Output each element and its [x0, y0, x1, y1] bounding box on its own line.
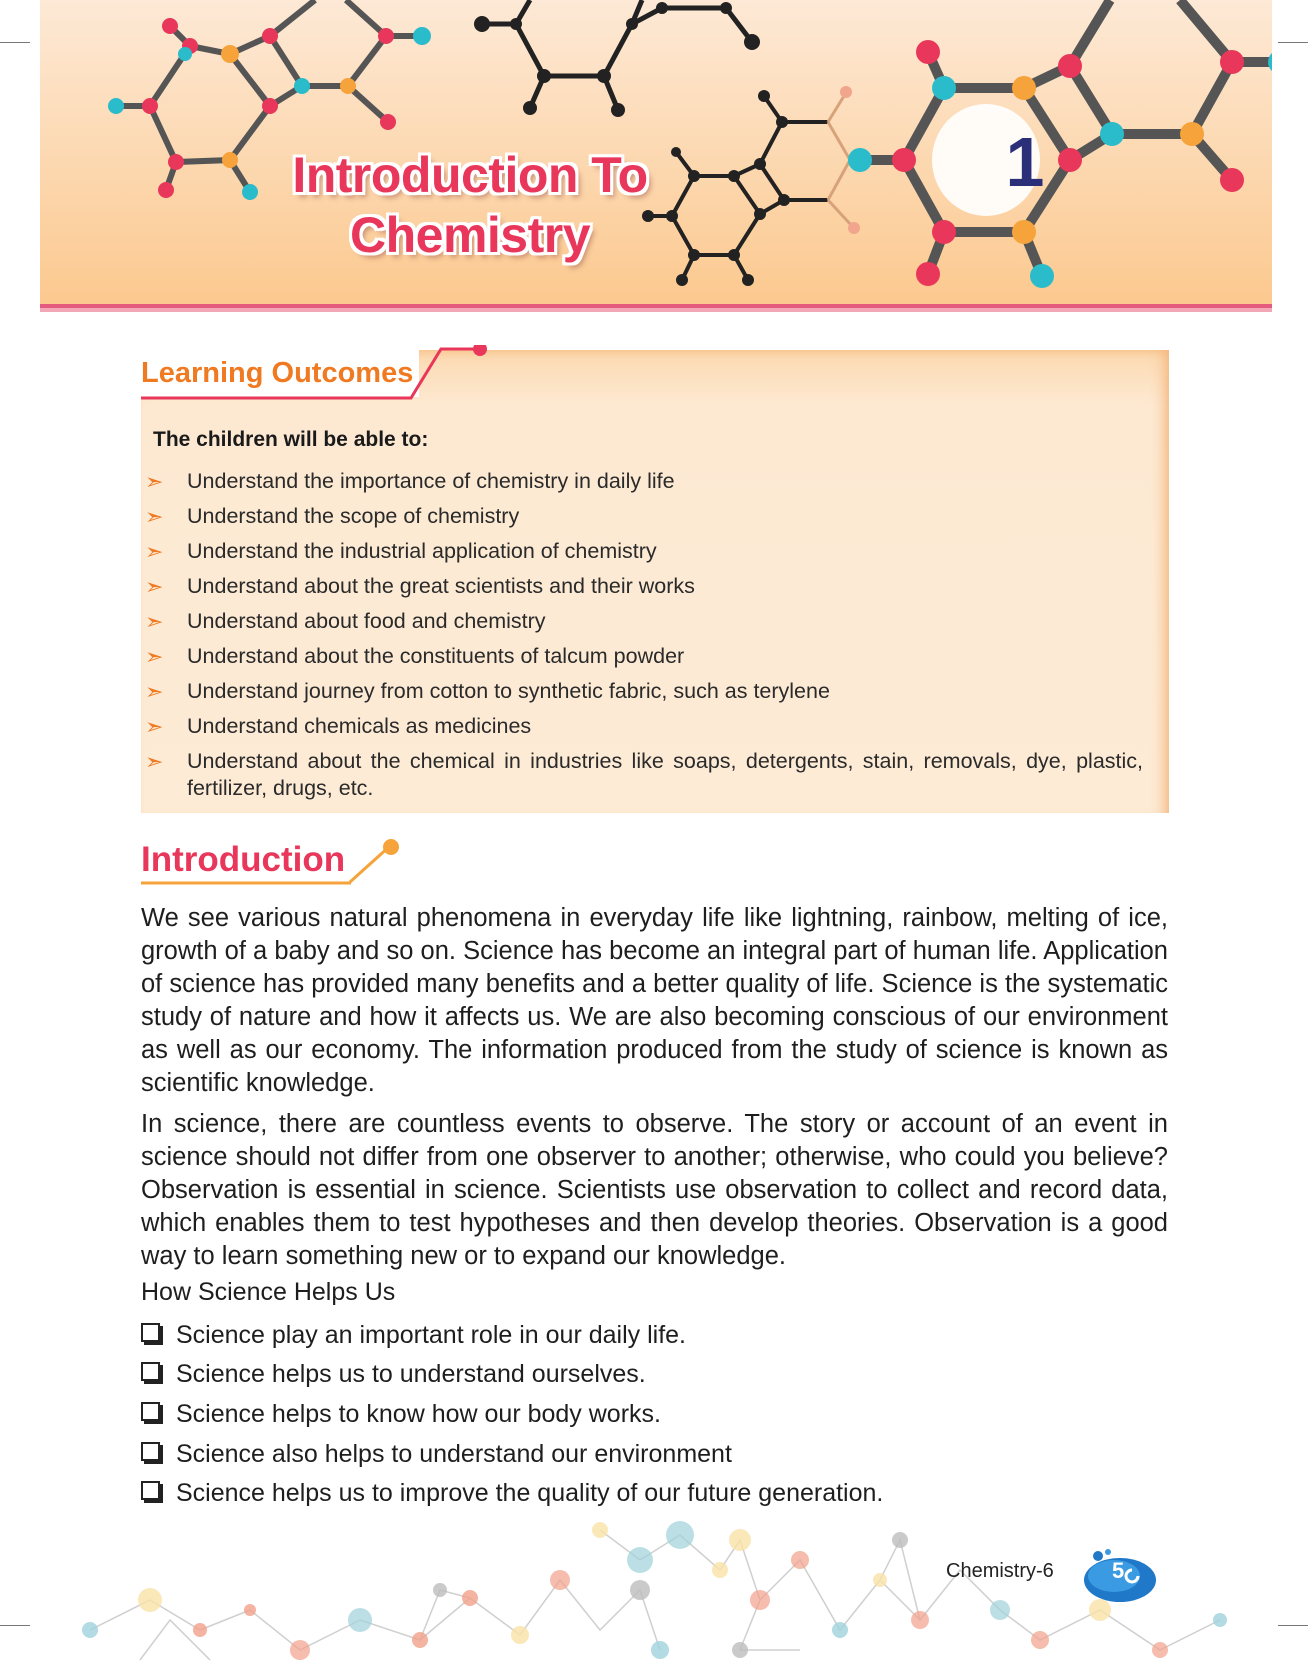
list-item	[141, 1360, 646, 1389]
list-item-text: Understand the importance of chemistry in daily life	[187, 469, 675, 493]
list-item	[141, 1321, 686, 1350]
arrow-bullet-icon: ➣	[145, 714, 164, 739]
footer-atoms	[82, 1521, 1227, 1660]
list-item-text: Understand journey from cotton to synthetic fabric, such as terylene	[187, 679, 830, 703]
list-item-text: Understand chemicals as medicines	[187, 714, 532, 738]
arrow-bullet-icon: ➣	[145, 574, 164, 599]
chapter-number: 1	[1005, 123, 1045, 201]
learning-outcomes-intro: The children will be able to:	[153, 428, 429, 451]
checkbox-bullet-icon	[141, 1442, 160, 1461]
list-item-text: Understand the scope of chemistry	[187, 504, 520, 528]
checkbox-bullet-icon	[141, 1362, 160, 1381]
list-item	[141, 1400, 661, 1429]
checkbox-bullet-icon	[141, 1402, 160, 1421]
chapter-banner	[40, 0, 1272, 304]
banner-divider	[40, 304, 1272, 312]
arrow-bullet-icon: ➣	[145, 504, 164, 529]
arrow-bullet-icon: ➣	[145, 749, 164, 774]
learning-outcomes-title: Learning Outcomes	[141, 357, 414, 389]
list-item	[145, 608, 1145, 635]
chapter-title: Introduction To Chemistry	[292, 147, 648, 263]
heading-underline	[141, 880, 351, 886]
science-helps-title: How Science Helps Us	[141, 1278, 396, 1306]
crop-mark	[0, 1625, 30, 1626]
molecule-top-icon	[482, 0, 752, 110]
introduction-heading: Introduction	[141, 840, 346, 879]
list-item-text: Understand about the great scientists and their works	[187, 574, 695, 598]
list-item-text: Understand about the constituents of talcum powder	[187, 644, 685, 668]
list-item-text: Understand about the chemical in industries like soaps, detergents, stain, removals, dye, plastic, fertilizer, drugs, etc.	[187, 749, 1143, 800]
list-item-text: Understand about food and chemistry	[187, 609, 546, 633]
checkbox-bullet-icon	[141, 1323, 160, 1342]
crop-mark	[1278, 42, 1308, 43]
arrow-bullet-icon: ➣	[145, 469, 164, 494]
checkbox-bullet-icon	[141, 1481, 160, 1500]
list-item	[145, 468, 1145, 495]
heading-accent-icon	[340, 836, 410, 886]
list-item-text: Science helps us to understand ourselves.	[176, 1360, 646, 1388]
arrow-bullet-icon: ➣	[145, 539, 164, 564]
list-item-text: Science helps us to improve the quality of our future generation.	[176, 1479, 884, 1507]
arrow-bullet-icon: ➣	[145, 679, 164, 704]
list-item	[145, 538, 1145, 565]
arrow-bullet-icon: ➣	[145, 609, 164, 634]
learning-outcomes-header	[141, 345, 541, 405]
list-item	[145, 503, 1145, 530]
crop-mark	[0, 42, 30, 43]
crop-mark	[1278, 1625, 1308, 1626]
list-item	[145, 678, 1145, 705]
list-item-text: Science helps to know how our body works.	[176, 1400, 661, 1428]
footer-book-label: Chemistry-6	[946, 1560, 1054, 1582]
list-item	[141, 1440, 732, 1469]
atoms-top	[474, 2, 760, 117]
list-item-text: Science play an important role in our daily life.	[176, 1321, 686, 1349]
intro-paragraph-2: In science, there are countless events to observe. The story or account of an event in science should not differ from one observer to another; otherwise, who could you believe? Observation is essential in science. Scientists use observation to collect and record data, which enables them to test hypotheses and then develop theories. Observation is a good way to learn something new or to expand our knowledge.	[141, 1110, 1168, 1270]
list-item-text: Understand the industrial application of chemistry	[187, 539, 657, 563]
list-item	[145, 643, 1145, 670]
page-number: 5	[1112, 1558, 1125, 1583]
list-item-text: Science also helps to understand our environment	[176, 1440, 732, 1468]
list-item	[145, 748, 1143, 802]
intro-paragraph-1: We see various natural phenomena in everyday life like lightning, rainbow, melting of ice, growth of a baby and so on. Science has become an integral part of human life. Application of science has provided many benefits and a better quality of life. Science is the systematic study of nature and how it affects us. We are also becoming conscious of our environment as well as our economy. The information produced from the study of science is known as scientific knowledge.	[141, 904, 1168, 1097]
list-item	[145, 573, 1145, 600]
list-item	[145, 713, 1145, 740]
arrow-bullet-icon: ➣	[145, 644, 164, 669]
